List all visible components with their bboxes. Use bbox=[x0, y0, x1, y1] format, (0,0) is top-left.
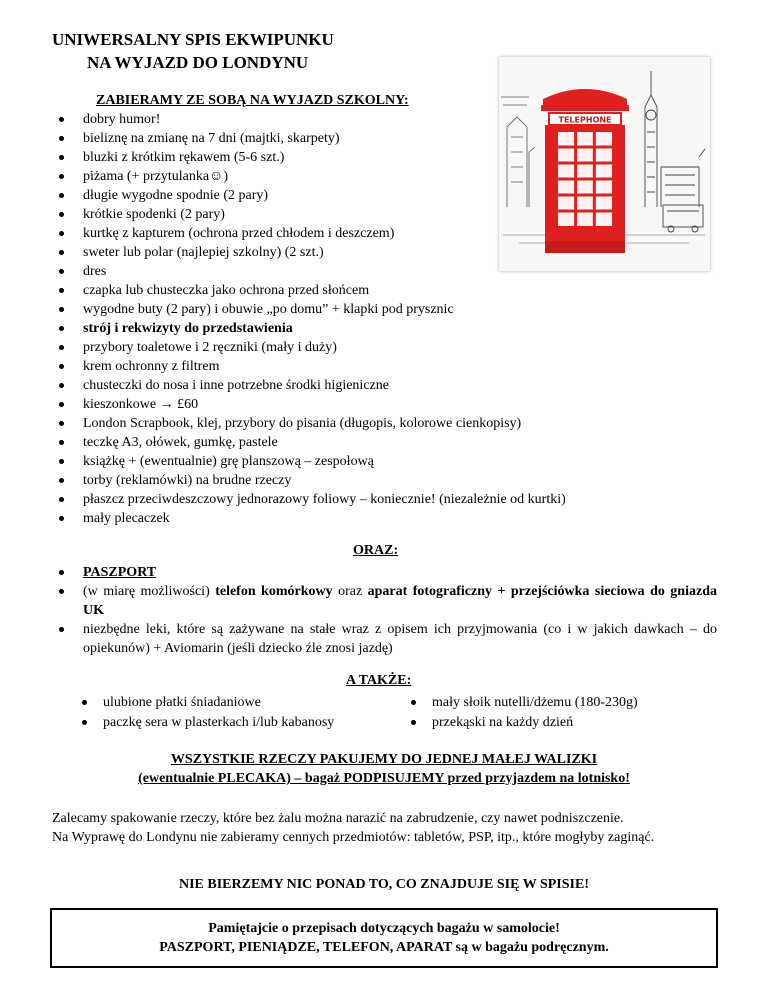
telephone-sign: TELEPHONE bbox=[558, 115, 612, 125]
list-item-bold: strój i rekwizyty do przedstawienia bbox=[57, 319, 566, 338]
list-item: kieszonkowe → £60 bbox=[57, 395, 566, 414]
title-line-1: UNIWERSALNY SPIS EKWIPUNKU bbox=[52, 30, 334, 49]
list-item: torby (reklamówki) na brudne rzeczy bbox=[57, 471, 566, 490]
list-item: czapka lub chusteczka jako ochrona przed słońcem bbox=[57, 281, 566, 300]
extras-right-list bbox=[409, 693, 638, 733]
advice-paragraph-2: Na Wyprawę do Londynu nie zabieramy cennych przedmiotów: tabletów, PSP, itp., które mogłyby zaginąć. bbox=[52, 830, 655, 845]
list-item: sweter lub polar (najlepiej szkolny) (2 szt.) bbox=[57, 243, 566, 262]
warning-line: NIE BIERZEMY NIC PONAD TO, CO ZNAJDUJE SIĘ W SPISIE! bbox=[179, 877, 589, 892]
list-item: ulubione płatki śniadaniowe bbox=[80, 693, 334, 713]
list-item-medicines: niezbędne leki, które są zażywane na stałe wraz z opisem ich przyjmowania (co i w jakich dawkach – do opiekunów) + Aviomarin (jeśli dziecko źle znosi jazdę) bbox=[57, 620, 717, 658]
list-item: chusteczki do nosa i inne potrzebne środki higieniczne bbox=[57, 376, 566, 395]
list-item: długie wygodne spodnie (2 pary) bbox=[57, 186, 566, 205]
list-item: krótkie spodenki (2 pary) bbox=[57, 205, 566, 224]
title-line-2: NA WYJAZD DO LONDYNU bbox=[87, 53, 309, 72]
section-heading-main: ZABIERAMY ZE SOBĄ NA WYJAZD SZKOLNY: bbox=[96, 93, 409, 108]
document-title bbox=[52, 28, 334, 74]
notice-line-1: Pamiętajcie o przepisach dotyczących bagażu w samolocie! bbox=[208, 921, 560, 936]
oraz-items-list bbox=[57, 563, 717, 658]
list-item: kurtkę z kapturem (ochrona przed chłodem i deszczem) bbox=[57, 224, 566, 243]
list-item: mały słoik nutelli/dżemu (180-230g) bbox=[409, 693, 638, 713]
list-item-passport: PASZPORT bbox=[57, 563, 717, 582]
list-item: teczkę A3, ołówek, gumkę, pastele bbox=[57, 433, 566, 452]
list-item: mały plecaczek bbox=[57, 509, 566, 528]
list-item: piżama (+ przytulanka☺) bbox=[57, 167, 566, 186]
list-item: paczkę sera w plasterkach i/lub kabanosy bbox=[80, 713, 334, 733]
list-item: bluzki z krótkim rękawem (5-6 szt.) bbox=[57, 148, 566, 167]
list-item: dres bbox=[57, 262, 566, 281]
packing-line-1: WSZYSTKIE RZECZY PAKUJEMY DO JEDNEJ MAŁEJ WALIZKI bbox=[170, 752, 598, 767]
list-item-phone-camera: (w miarę możliwości) telefon komórkowy oraz aparat fotograficzny + przejściówka sieciowa do gniazda UK bbox=[57, 582, 717, 620]
list-item: płaszcz przeciwdeszczowy jednorazowy foliowy – koniecznie! (niezależnie od kurtki) bbox=[57, 490, 566, 509]
packing-line-2: (ewentualnie PLECAKA) – bagaż PODPISUJEMY przed przyjazdem na lotnisko! bbox=[138, 771, 630, 786]
hand-luggage-notice-box bbox=[50, 908, 718, 968]
extras-left-list bbox=[80, 693, 334, 733]
list-item: przybory toaletowe i 2 ręczniki (mały i duży) bbox=[57, 338, 566, 357]
list-item: bieliznę na zmianę na 7 dni (majtki, skarpety) bbox=[57, 129, 566, 148]
list-item: książkę + (ewentualnie) grę planszową – zespołową bbox=[57, 452, 566, 471]
section-heading-a-takze: A TAKŻE: bbox=[346, 673, 412, 688]
advice-paragraph-1: Zalecamy spakowanie rzeczy, które bez żalu można narazić na zabrudzenie, czy nawet podniszczenie. bbox=[52, 811, 624, 826]
list-item: London Scrapbook, klej, przybory do pisania (długopis, kolorowe cienkopisy) bbox=[57, 414, 566, 433]
list-item: krem ochronny z filtrem bbox=[57, 357, 566, 376]
list-item: przekąski na każdy dzień bbox=[409, 713, 638, 733]
list-item: dobry humor! bbox=[57, 110, 566, 129]
main-items-list bbox=[57, 110, 566, 528]
list-item: wygodne buty (2 pary) i obuwie „po domu” + klapki pod prysznic bbox=[57, 300, 566, 319]
notice-line-2: PASZPORT, PIENIĄDZE, TELEFON, APARAT są w bagażu podręcznym. bbox=[159, 940, 609, 955]
section-heading-oraz: ORAZ: bbox=[353, 543, 399, 558]
